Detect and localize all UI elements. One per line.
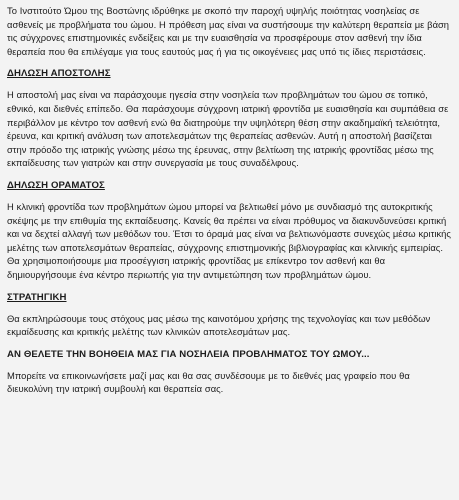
- help-heading: ΑΝ ΘΕΛΕΤΕ ΤΗΝ ΒΟΗΘΕΙΑ ΜΑΣ ΓΙΑ ΝΟΣΗΛΕΙΑ ΠΡΟΒΛΗΜΑΤΟΣ ΤΟΥ ΩΜΟΥ...: [7, 348, 370, 360]
- intro-paragraph: Το Ινστιτούτο Ώμου της Βοστώνης ιδρύθηκε με σκοπό την παροχή υψηλής ποιότητας νοσηλείας σε ασθενείς με προβλήματα του ώμου. Η πρόθεση μας είναι να συστήσουμε την καλύτερη θεραπεία με βάση τις σύγχρονες επιστημονικές ενδείξεις και με την ευαισθησία να προσφέρουμε στον ασθενή την ίδια θεραπεία που θα επιλέγαμε για τους εαυτούς μας ή για τις οικογένειες μας υπό τις ίδιες περιστάσεις.: [7, 5, 450, 57]
- vision-heading: ΔΗΛΩΣΗ ΟΡΑΜΑΤΟΣ: [7, 179, 105, 191]
- strategy-paragraph: Θα εκπληρώσουμε τους στόχους μας μέσω της καινοτόμου χρήσης της τεχνολογίας και των μεθόδων εκμαίδευσης και κριτικής μελέτης των κλινικών αποτελεσμάτων μας.: [7, 312, 431, 338]
- strategy-heading: ΣΤΡΑΤΗΓΙΚΗ: [7, 291, 67, 303]
- mission-paragraph: Η αποστολή μας είναι να παράσχουμε ηγεσία στην νοσηλεία των προβλημάτων του ώμου σε τοπικό, εθνικό, και διεθνές επίπεδο. Θα παράσχουμε σύγχρονη ιατρική φροντίδα με ευαισθησία και συμπάθεια σε περιβάλλον με κέντρο τον ασθενή ενώ θα διατηρούμε την υψηλότερη θέση στην ακαδημαϊκή τελειότητα, έρευνα, και κριτική ανάλυση των αποτελεσμάτων της θεραπείας ασθενών. Αυτή η αποστολή βασίζεται στην πρόοδο της ιατρικής γνώσης μέσω της έρευνας, στην βελτίωση της ιατρικής φροντίδας μέσω της εκπαίδευσης των γιατρών και στην συνεργασία με τους συναδέλφους.: [7, 89, 449, 169]
- vision-paragraph: Η κλινική φροντίδα των προβλημάτων ώμου μπορεί να βελτιωθεί μόνο με συνδιασμό της αυτοκριτικής σκέψης με την επιθυμία της εκπαίδευσης. Κανείς θα πρέπει να είναι πρόθυμος να διακυνδυνεύσει κριτική και να δεχτεί αλλαγή των μεθόδων του. Έτσι το όραμά μας είναι να βελτιωνόμαστε συνεχώς μέσω κριτικής μελέτης των αποτελεσμάτων θεραπείας, σύγχρονης επιστημονικής βιβλιογραφίας και κλινικής εμπειρίας. Θα χρησιμοποιήσουμε μια προσέγγιση ιατρικής φροντίδας με επίκεντρο τον ασθενή και θα δημιουργήσουμε ένα κέντρο περιωπής για την αντιμετώπηση των προβλημάτων ώμου.: [7, 200, 451, 280]
- help-paragraph: Μπορείτε να επικοινωνήσετε μαζί μας και θα σας συνδέσουμε με το διεθνές μας γραφείο που θα διευκολύνη την ιατρική συμβουλή και θεραπεία σας.: [7, 369, 410, 395]
- mission-heading: ΔΗΛΩΣΗ ΑΠΟΣΤΟΛΗΣ: [7, 68, 111, 80]
